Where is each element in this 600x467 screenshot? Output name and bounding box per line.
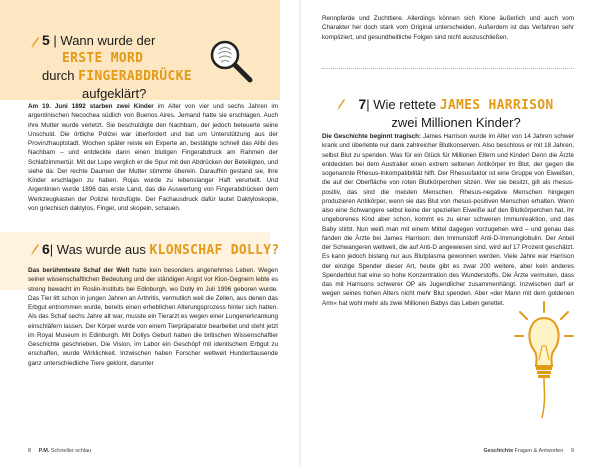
divider [322,68,574,69]
question-number: 5 [42,32,50,48]
question-6-body: Das berühmteste Schaf der Welt hatte kein besonders angenehmes Leben. Wegen seiner wissenschaftlichen Bedeutung und der ständigen Angst vor Klon-Gegnern lebte es streng bewacht im Roslin-Instituts bei Edinburgh, wo Dolly im Juli 1996 geboren wurde. Das Tier litt schon in jungen Jahren an Arthritis, vermutlich weil die Zellen, aus denen das Erbgut entnommen wurde, bereits einen erheblichen Alterungsprozess hinter sich hatten. Als das Schaf sechs Jahre alt war, musste ein Tierarzt es wegen einer Lungenerkrankung einschläfern lassen. Der Körper wurde von einem Tierpräparator bearbeitet und steht jetzt im Royal Museum in Edinburgh. Mit Dollys Geburt hatten die britischen Wissenschaftler Geschichte geschrieben. Die Vision, im Labor ein Geschöpf mit identischem Erbgut zu erschaffen, wurde Wirklichkeit. Inzwischen haben Forscher weltweit Hunderttausende ganz unterschiedliche Tiere geklont, darunter [28,267,279,367]
magnifier-icon [208,38,254,84]
dolly-continued: Rennpferde und Zuchttiere. Allerdings können sich Klone äußerlich und auch vom Charakter her doch stark vom Original unterscheiden. Außerdem ist das Verfahren sehr kompliziert, und gesundheitliche Folgen sind nicht auszuschließen. [322,15,574,41]
page-number: 8 [28,448,32,454]
question-6-title: 6| Was wurde aus KLONSCHAF DOLLY? [42,241,280,258]
pencil-icon [30,36,40,50]
question-7-body: Die Geschichte beginnt tragisch: James Harrison wurde im Alter von 14 Jahren schwer krank und überlebte nur dank zahlreicher Blutkonserven. Also beschloss er mit 18 Jahren, selbst Blut zu spenden. Was für ein Glück für Millionen Eltern und Kinder! Denn die Ärzte entdeckten bei dem Australier einen extrem seltenen Antikörper im Blut, der gegen die sogenannte Rhesus-Inkompatibilität hilft. Der Rhesusfaktor ist eine Gruppe von Eiweißen, die auf der Oberfläche von roten Blutkörperchen sitzen. Wer sie besitzt, gilt als rhesus-positiv, das sind die meisten Menschen. Rhesus-negative Menschen hingegen produzieren Antikörper, wenn sie das Blut von rhesus-positiven Menschen erhalten. Wenn also eine Schwangere selbst keine der speziellen Eiweiße auf den Blutkörperchen hat, ihr ungeborenes Kind aber schon, kommt es zu einer schweren Immunreaktion, und das Baby stirbt. Nun weiß man mit einem Mittel dagegen vorzugehen wird – und genau das fanden die Ärzte bei James Harrison: den Immunstoff Anti-D-Immunglobulin. Der Anteil der Schwangeren weltweit, die auf Anti-D angewiesen sind, wird auf 17 Prozent geschätzt. Es kann jedoch bislang nur aus Blutplasma gewonnen werden. Viele Jahre war Harrison der einzige Spender dieser Art, heute gibt es zwar 200 weitere, aber kein anderes Spenderblut hat eine so hohe Konzentration des Wunderstoffs. Die Ärzte vermuten, dass das mit Harrisons schwerer OP als Jugendlicher zusammenhängt. Inzwischen darf er wegen seines hohen Alters nicht mehr Blut spenden. Aber »der Mann mit dem goldenen Arm« hat wohl mehr als zwei Millionen Babys das Leben gerettet. [322,133,574,307]
pencil-icon [30,243,40,257]
question-7-title: 7| Wie rettete JAMES HARRISON zwei Millionen Kinder? [358,96,554,130]
right-footer: Geschichte Fragen & Antworten 9 [483,448,574,454]
lightbulb-icon [514,300,574,420]
left-footer: 8 P.M. Schneller schlau [28,448,92,454]
highlight: ERSTE MORD [62,51,144,66]
question-5-title: 5 | Wann wurde der ERSTE MORD durch FINGERABDRÜCKE aufgeklärt? [42,32,192,101]
page-number: 9 [570,448,574,454]
gutter [299,0,301,467]
question-5-body: Am 19. Juni 1892 starben zwei Kinder im Alter von vier und sechs Jahren im argentinischen Necochea südlich von Buenos Aires. Jemand hatte sie erschlagen. Auch ihre Mutter wurde verletzt. Sie beschuldigte den Nachbarn, der jedoch beteuerte seine Unschuld. Die örtliche Polizei war überfordert und bat um Unterstützung aus der Provinzhauptstadt. Wochen später reiste ein Experte an, bestätigte schnell das Alibi des Nachbarn – und entdeckte dann einen blutigen Fingerabdruck am Rahmen der Schlafzimmertür. Mit der Lupe verglich er die Spur mit den Abdrücken der Beteiligten, und siehe da: Der rechte Daumen der Mutter stimmte überein. Daraufhin gestand sie, ihre Kinder erschlagen zu haben. Rojas wurde zu lebenslanger Haft verurteilt. Und Argentinien wurde 1896 das erste Land, das die Auswertung von Fingerabdrücken dem Werkzeugkasten der Polizei hinzufügte. Der Fachausdruck dafür lautet Daktyloskopie, von griechisch daktylos, Finger, und skopein, schauen. [28,103,278,212]
